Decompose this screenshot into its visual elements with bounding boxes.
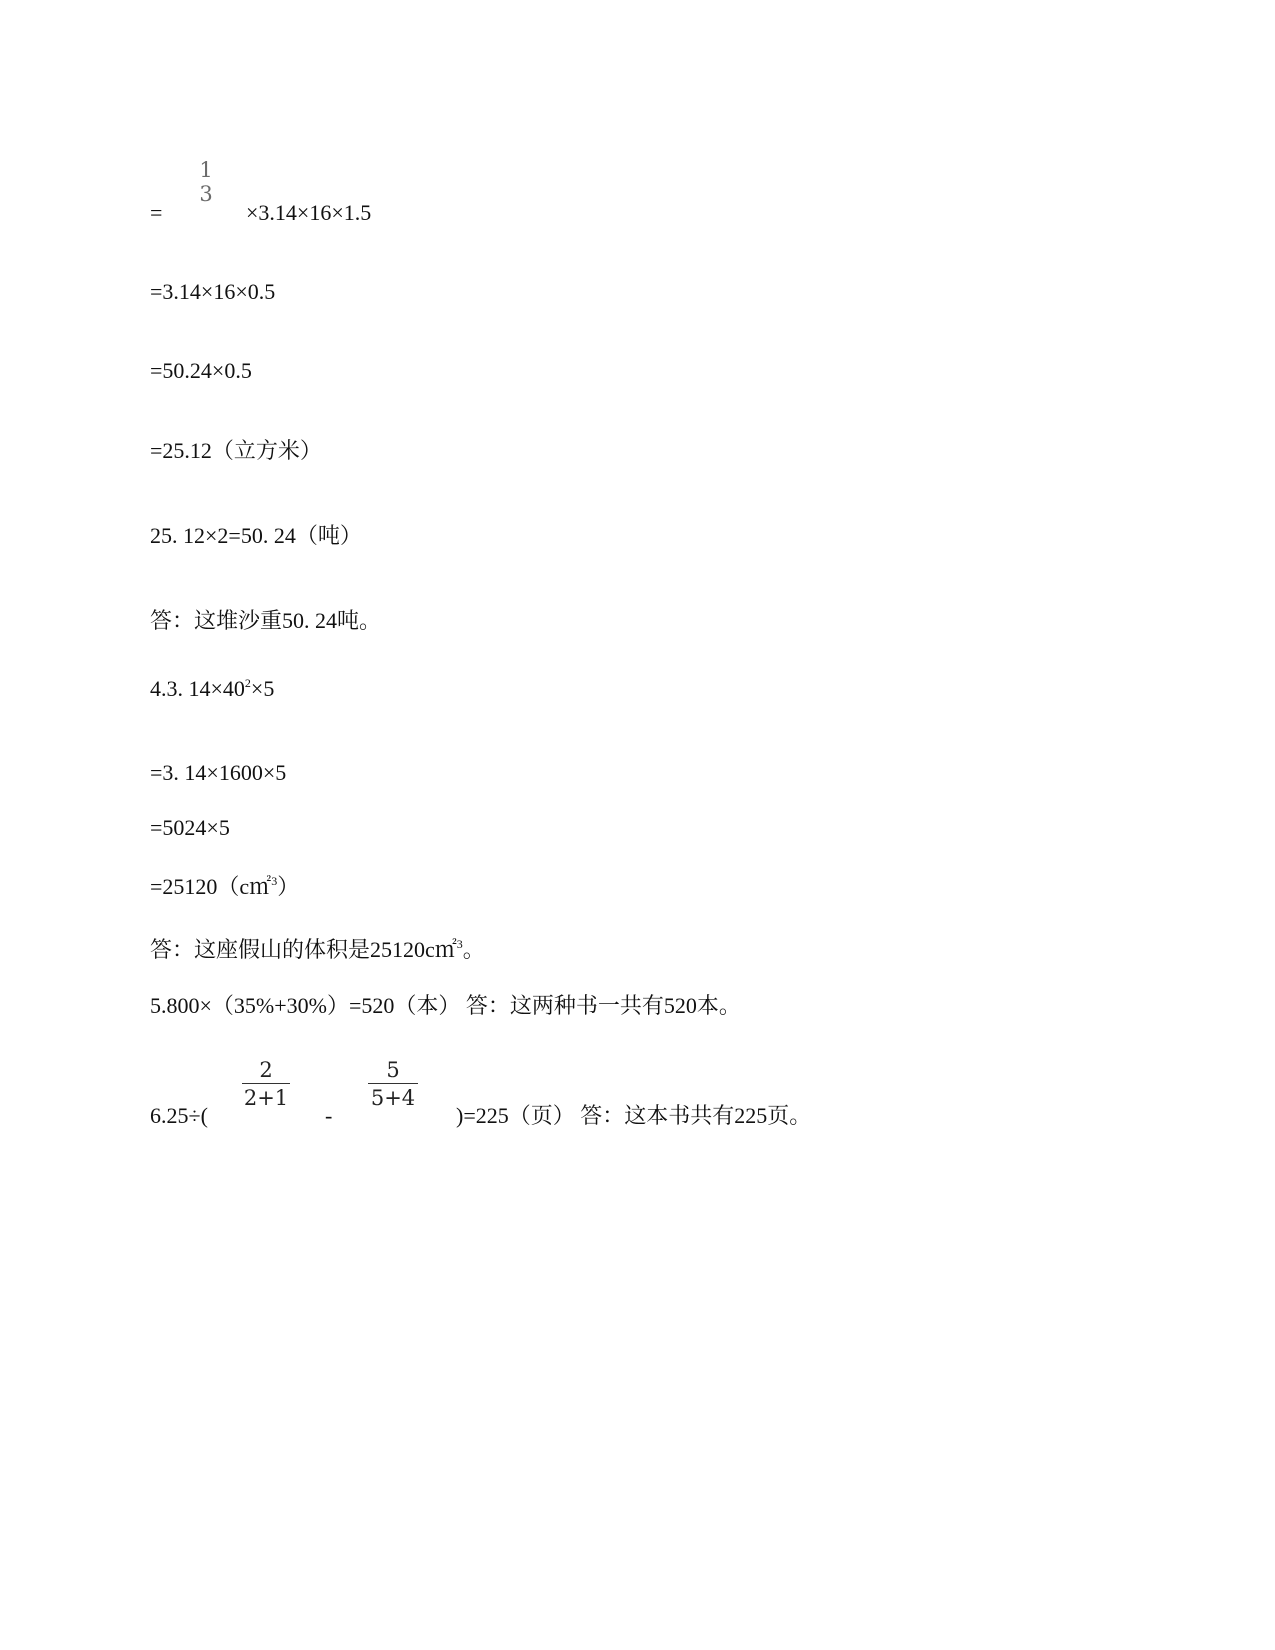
fraction-bar <box>368 1083 418 1084</box>
problem-6-suffix: )=225（页） 答：这本书共有225页。 <box>456 1103 812 1128</box>
problem-6-prefix: 6.25÷( <box>150 1103 208 1128</box>
equation-line-1-suffix: ×3.14×16×1.5 <box>246 200 372 225</box>
fraction-one-third <box>194 158 218 206</box>
answer-text: 答：这座假山的体积是25120c㎡ <box>150 937 457 962</box>
equation-line-2: =3.14×16×0.5 <box>150 279 276 304</box>
equation-line-5: 25. 12×2=50. 24（吨） <box>150 523 362 548</box>
minus-operator: - <box>325 1103 333 1128</box>
problem-4-line-1 <box>150 676 274 702</box>
volume-value: =25120（c㎡ <box>150 874 272 899</box>
equals-sign: = <box>150 200 163 225</box>
fraction-two-over-three <box>242 1058 290 1110</box>
answer-rockery <box>150 937 485 963</box>
equation-line-1 <box>150 200 162 226</box>
problem-4-line-4 <box>150 874 299 900</box>
problem-5-line: 5.800×（35%+30%）=520（本） 答：这两种书一共有520本。 <box>150 993 741 1018</box>
answer-period: 。 <box>462 937 485 962</box>
fraction-numerator: 2 <box>259 1058 273 1082</box>
answer-sand: 答：这堆沙重50. 24吨。 <box>150 608 382 633</box>
fraction-denominator: 5+4 <box>370 1086 416 1110</box>
exponent: 2 <box>244 676 251 690</box>
problem-4-line-2: =3. 14×1600×5 <box>150 760 287 785</box>
equation-line-3: =50.24×0.5 <box>150 358 252 383</box>
problem-4-expr-tail: ×5 <box>250 676 275 701</box>
equation-line-4: =25.12（立方米） <box>150 438 322 463</box>
exponent: 3 <box>271 874 278 888</box>
problem-4-line-3: =5024×5 <box>150 815 230 840</box>
exponent: 3 <box>456 937 463 951</box>
fraction-denominator: 2+1 <box>243 1086 289 1110</box>
fraction-bar <box>242 1083 290 1084</box>
volume-unit-close: ） <box>277 874 300 899</box>
fraction-numerator: 5 <box>386 1058 400 1082</box>
problem-4-expr: 4.3. 14×40 <box>150 676 245 701</box>
fraction-denominator: 3 <box>199 182 213 206</box>
fraction-five-over-nine <box>368 1058 418 1110</box>
fraction-numerator: 1 <box>199 158 213 182</box>
